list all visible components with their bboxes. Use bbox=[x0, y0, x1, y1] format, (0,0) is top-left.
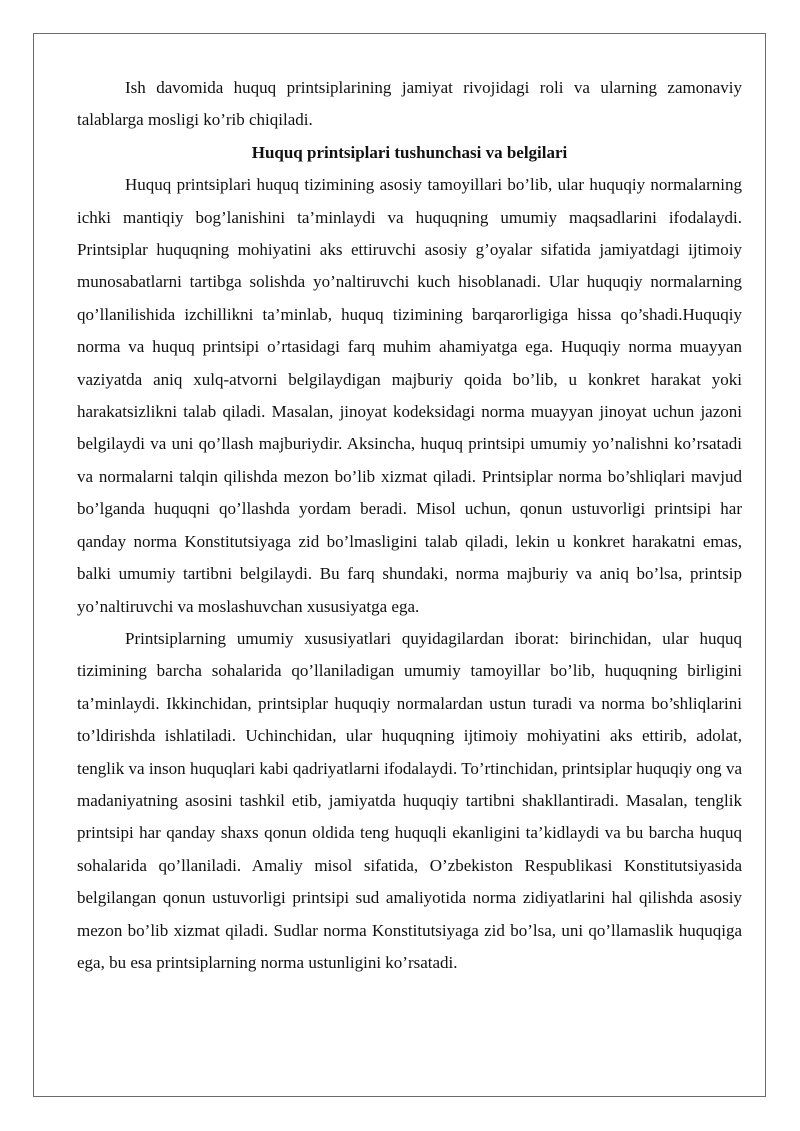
section-heading: Huquq printsiplari tushunchasi va belgilari bbox=[251, 142, 568, 162]
body-paragraph-1: Huquq printsiplari huquq tizimining asosiy tamoyillari bo’lib, ular huquqiy normalarning ichki mantiqiy bog’lanishini ta’minlaydi va huquqning umumiy maqsadlarini ifodalaydi. Printsiplar huquqning mohiyatini aks ettiruvchi asosiy g’oyalar sifatida jamiyatdagi ijtimoiy munosabatlarni tartibga solishda yo’naltiruvchi kuch hisoblanadi. Ular huquqiy normalarning qo’llanilishida izchillikni ta’minlab, huquq tizimining barqarorligiga hissa qo’shadi.Huquqiy norma va huquq printsipi o’rtasidagi farq muhim ahamiyatga ega. Huquqiy norma muayyan vaziyatda aniq xulq-atvorni belgilaydigan majburiy qoida bo’lib, u konkret harakat yoki harakatsizlikni talab qiladi. Masalan, jinoyat kodeksidagi norma muayyan jinoyat uchun jazoni belgilaydi va uni qo’llash majburiydir. Aksincha, huquq printsipi umumiy yo’nalishni ko’rsatadi va normalarni talqin qilishda mezon bo’lib xizmat qiladi. Printsiplar norma bo’shliqlari mavjud bo’lganda huquqni qo’llashda yordam beradi. Misol uchun, qonun ustuvorligi printsipi har qanday norma Konstitutsiyaga zid bo’lmasligini talab qiladi, lekin u konkret harakatni emas, balki umumiy tartibni belgilaydi. Bu farq shundaki, norma majburiy va aniq bo’lsa, printsip yo’naltiruvchi va moslashuvchan xususiyatga ega. bbox=[77, 175, 742, 616]
body-paragraph-2: Printsiplarning umumiy xususiyatlari quyidagilardan iborat: birinchidan, ular huquq tizimining barcha sohalarida qo’llaniladigan umumiy tamoyillar bo’lib, huquqning birligini ta’minlaydi. Ikkinchidan, printsiplar huquqiy normalardan ustun turadi va norma bo’shliqlarini to’ldirishda ishlatiladi. Uchinchidan, ular huquqning ijtimoiy mohiyatini aks ettirib, adolat, tenglik va inson huquqlari kabi qadriyatlarni ifodalaydi. To’rtinchidan, printsiplar huquqiy ong va madaniyatning asosini tashkil etib, jamiyatda huquqiy tartibni shakllantiradi. Masalan, tenglik printsipi har qanday shaxs qonun oldida teng huquqli ekanligini ta’kidlaydi va bu barcha huquq sohalarida qo’llaniladi. Amaliy misol sifatida, O’zbekiston Respublikasi Konstitutsiyasida belgilangan qonun ustuvorligi printsipi sud amaliyotida norma zidiyatlarini hal qilishda asosiy mezon bo’lib xizmat qiladi. Sudlar norma Konstitutsiyaga zid bo’lsa, uni qo’llamaslik huquqiga ega, bu esa printsiplarning norma ustunligini ko’rsatadi. bbox=[77, 628, 742, 972]
document-body bbox=[77, 72, 742, 979]
intro-paragraph: Ish davomida huquq printsiplarining jamiyat rivojidagi roli va ularning zamonaviy talablarga mosligi ko’rib chiqiladi. bbox=[77, 78, 742, 130]
